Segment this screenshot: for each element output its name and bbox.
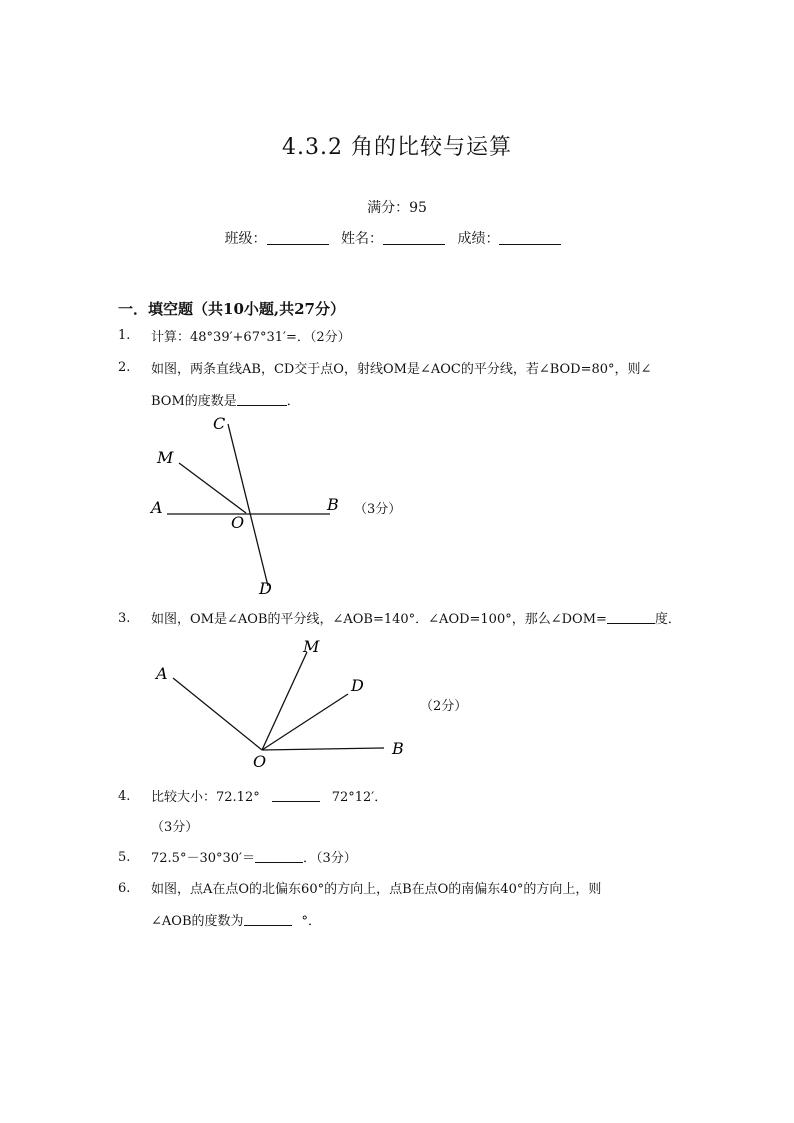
label-m: M (303, 637, 320, 656)
grade-blank[interactable] (499, 230, 561, 245)
ray-oa (173, 678, 262, 750)
page-title: 4.3.2 角的比较与运算 (282, 135, 512, 160)
question-2-text-line1: 如图，两条直线AB，CD交于点O，射线OM是∠AOC的平分线，若∠BOD=80°，则∠ (151, 362, 652, 377)
question-6-text-line1: 如图，点A在点O的北偏东60°的方向上，点B在点O的南偏东40°的方向上，则 (151, 882, 602, 897)
grade-label: 成绩： (457, 231, 500, 247)
full-score: 满分：95 (367, 200, 427, 216)
question-3-prefix: 如图，OM是∠AOB的平分线，∠AOB=140°．∠AOD=100°，那么∠DOM= (151, 612, 607, 627)
question-5-suffix: ．（3分） (302, 851, 357, 866)
figure-angle-bisector (150, 632, 420, 772)
question-number: 4. (118, 789, 131, 804)
question-3-suffix: 度． (654, 612, 681, 627)
answer-blank[interactable] (237, 393, 287, 406)
question-5-text (151, 847, 357, 866)
question-2-prefix: BOM的度数是 (151, 394, 237, 409)
question-4-text (151, 786, 387, 805)
label-d: D (259, 579, 272, 598)
label-o: O (253, 752, 267, 771)
label-c: C (213, 414, 226, 433)
question-6-text-line2 (151, 910, 321, 929)
label-a: A (151, 498, 163, 517)
question-4-prefix: 比较大小：72.12° (151, 790, 260, 805)
question-4-points: （3分） (151, 820, 199, 835)
ray-om (179, 463, 246, 513)
question-number: 3. (118, 611, 131, 626)
question-5-prefix: 72.5°－30°30′＝ (151, 851, 255, 866)
student-info (0, 228, 794, 248)
question-3-points: （2分） (420, 699, 468, 714)
question-1-text: 计算：48°39′+67°31′=．（2分） (151, 330, 351, 345)
question-number: 5. (118, 850, 131, 865)
answer-blank[interactable] (607, 611, 655, 624)
class-blank[interactable] (267, 230, 329, 245)
answer-blank[interactable] (255, 850, 303, 863)
answer-blank[interactable] (272, 789, 320, 802)
question-number: 2. (118, 360, 131, 375)
label-b: B (392, 739, 404, 758)
question-2-text-line2 (151, 390, 300, 409)
label-b: B (327, 495, 339, 514)
label-a: A (156, 664, 168, 683)
question-6-suffix: °． (301, 914, 322, 929)
label-m: M (157, 448, 174, 467)
question-number: 6. (118, 881, 131, 896)
question-3-text (151, 608, 681, 627)
answer-blank[interactable] (244, 913, 292, 926)
class-label: 班级： (224, 231, 267, 247)
line-cd (228, 424, 268, 586)
question-4-suffix: 72°12′． (331, 790, 388, 805)
label-d: D (351, 676, 364, 695)
name-label: 姓名： (341, 231, 383, 247)
question-2-suffix: ． (286, 394, 300, 409)
question-2-points: （3分） (354, 502, 402, 517)
section-title: 一．填空题（共10小题,共27分） (118, 300, 345, 318)
name-blank[interactable] (383, 230, 445, 245)
ray-ob (262, 748, 384, 750)
question-6-prefix: ∠AOB的度数为 (151, 914, 244, 929)
question-number: 1. (118, 328, 131, 343)
figure-intersecting-lines (145, 410, 345, 605)
label-o: O (231, 513, 245, 532)
